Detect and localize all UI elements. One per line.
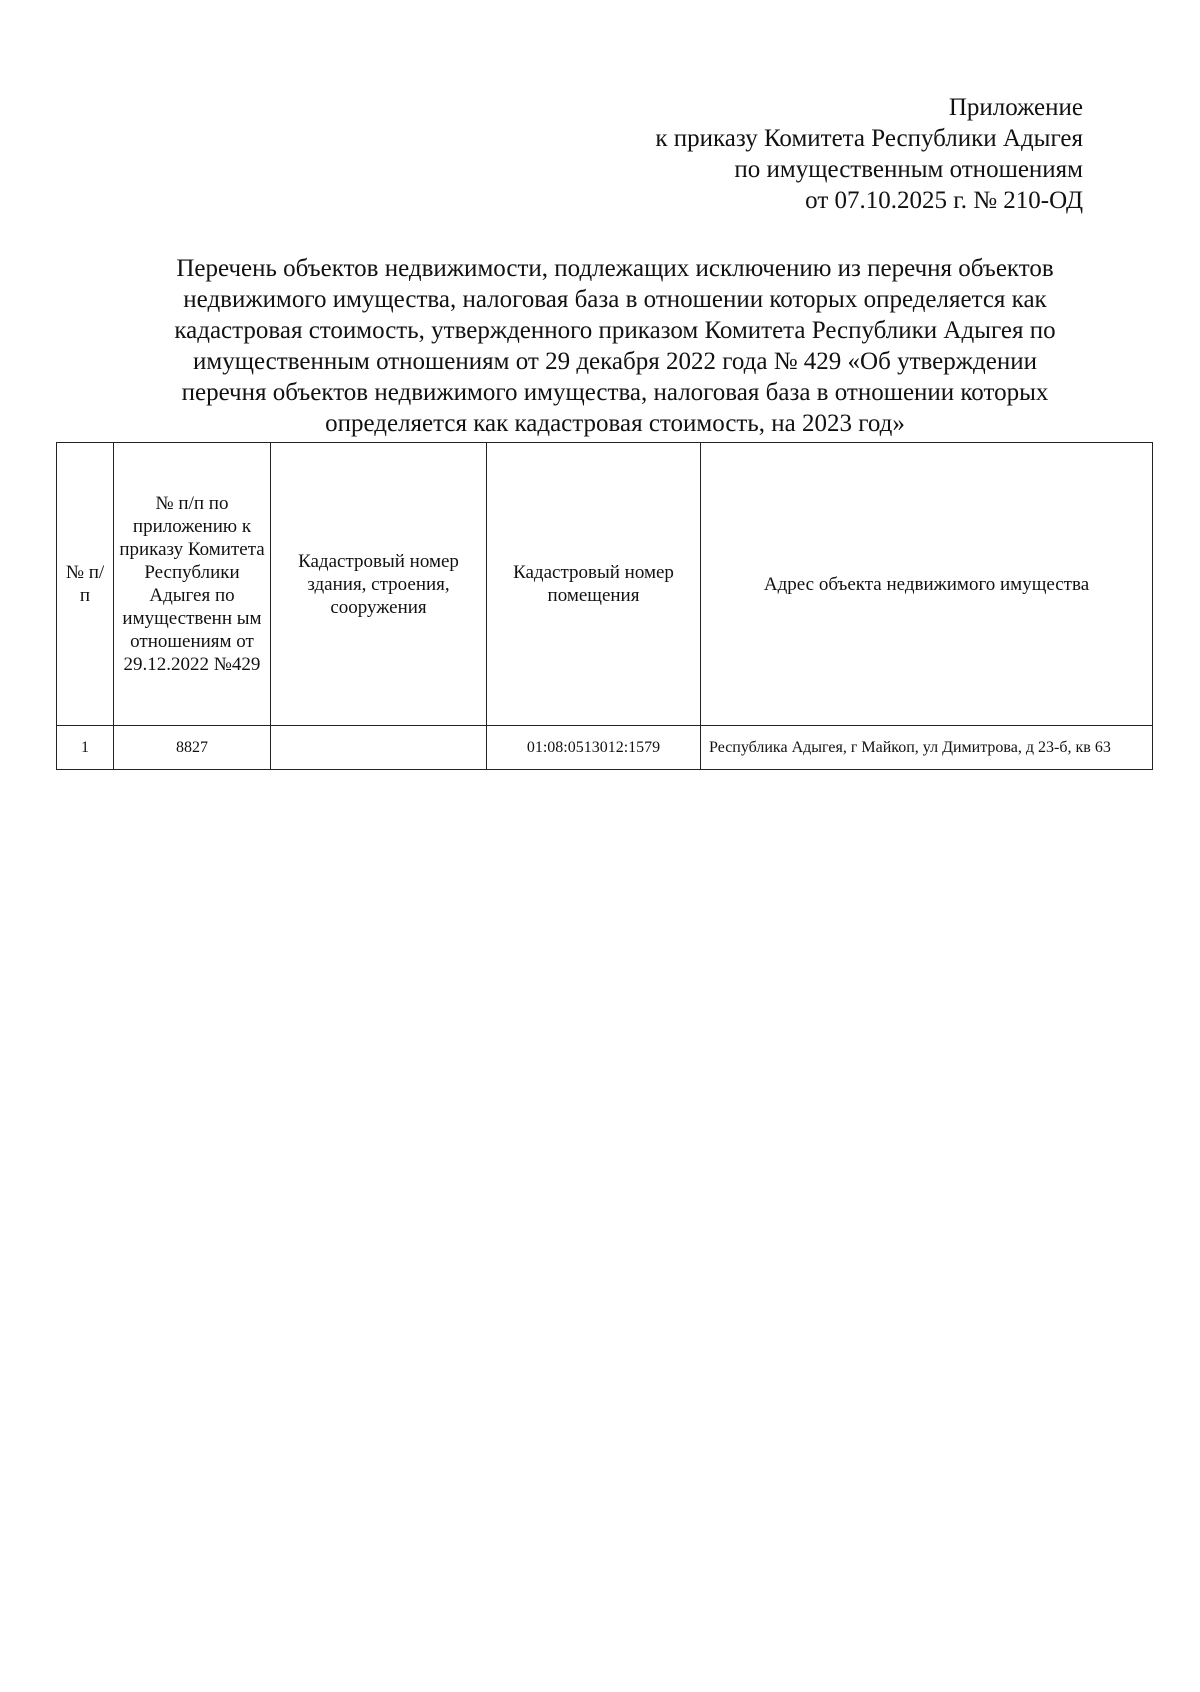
header-appendix-num: № п/п по приложению к приказу Комитета Республики Адыгея по имущественн ым отношениям от 29.12.2022 №429	[114, 443, 271, 726]
title-line-2: недвижимого имущества, налоговая база в отношении которых определяется как	[183, 286, 1047, 313]
appendix-line-1: Приложение	[948, 94, 1083, 121]
header-num: № п/п	[57, 443, 114, 726]
header-building-cadastral: Кадастровый номер здания, строения, сооружения	[271, 443, 487, 726]
header-address: Адрес объекта недвижимого имущества	[701, 443, 1153, 726]
cell-num: 1	[57, 726, 114, 770]
title-line-6: определяется как кадастровая стоимость, на 2023 год»	[325, 410, 905, 437]
cell-premises-cadastral: 01:08:0513012:1579	[487, 726, 701, 770]
title-line-1: Перечень объектов недвижимости, подлежащих исключению из перечня объектов	[176, 255, 1054, 282]
appendix-block	[655, 92, 1083, 216]
title-line-5: перечня объектов недвижимого имущества, налоговая база в отношении которых	[181, 379, 1049, 406]
title-line-3: кадастровая стоимость, утвержденного приказом Комитета Республики Адыгея по	[174, 317, 1056, 344]
document-title	[120, 253, 1110, 439]
appendix-line-4: от 07.10.2025 г. № 210-ОД	[805, 187, 1083, 214]
table-header-row	[57, 443, 1153, 726]
table-row	[57, 726, 1153, 770]
appendix-line-3: по имущественным отношениям	[734, 156, 1083, 183]
cell-appendix-num: 8827	[114, 726, 271, 770]
objects-table	[56, 442, 1153, 770]
header-premises-cadastral: Кадастровый номер помещения	[487, 443, 701, 726]
cell-address: Республика Адыгея, г Майкоп, ул Димитрова, д 23-б, кв 63	[701, 726, 1153, 770]
cell-building-cadastral	[271, 726, 487, 770]
title-line-4: имущественным отношениям от 29 декабря 2022 года № 429 «Об утверждении	[193, 348, 1037, 375]
appendix-line-2: к приказу Комитета Республики Адыгея	[655, 125, 1083, 152]
